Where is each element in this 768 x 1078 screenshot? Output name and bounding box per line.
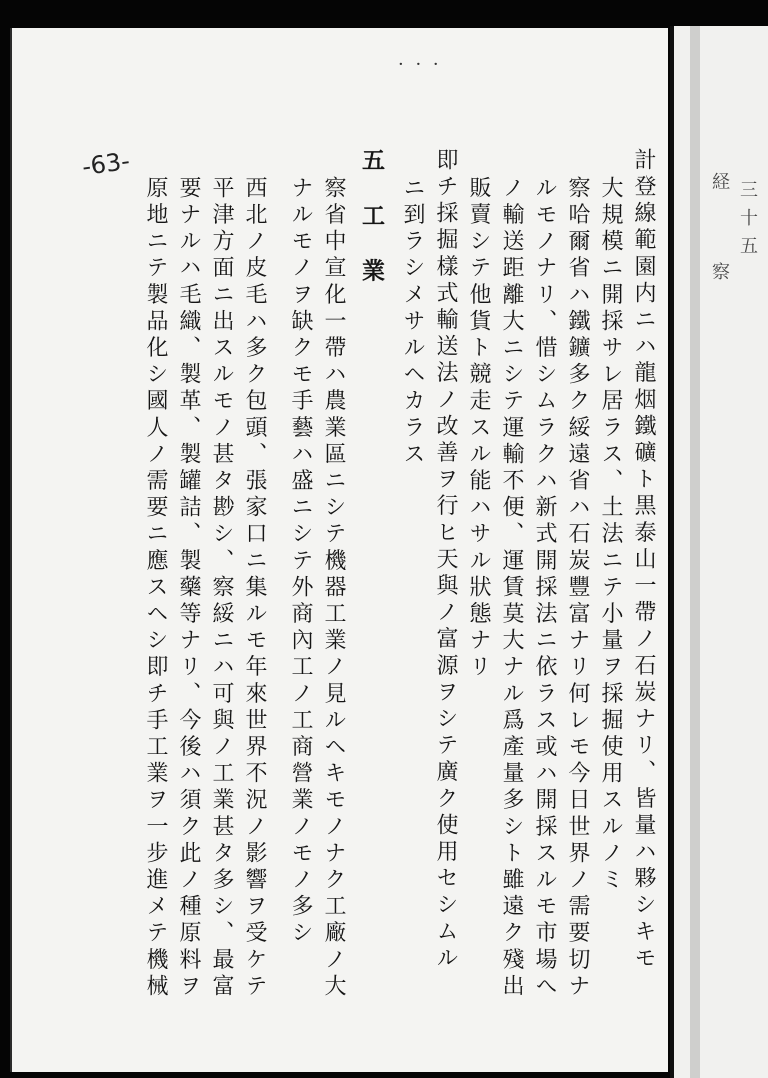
text-column-3: 察哈爾省ハ鐵鑛多ク綏遠省ハ石炭豐富ナリ何レモ今日世界ノ需要切ナ — [565, 176, 590, 1001]
page-number: -63- — [80, 146, 132, 182]
edge-mark-2: 察 — [709, 262, 730, 290]
text-column-6: 販賣シテ他貨ト競走スル能ハサル狀態ナリ — [466, 176, 491, 682]
text-column-14: 要ナルハ毛織、製革、製罐詰、製藥等ナリ、今後ハ須ク此ノ種原料ヲ — [176, 176, 201, 1001]
text-column-15: 原地ニテ製品化シ國人ノ需要ニ應スヘシ即チ手工業ヲ一步進メテ機械 — [143, 176, 168, 1001]
text-column-5: ノ輸送距離大ニシテ運輸不便、運賃莫大ナル爲產量多シト雖遠ク殘出 — [499, 176, 524, 1001]
text-column-1: 計登線範園内ニハ龍烟鐵礦ト黒泰山一帶ノ石炭ナリ、皆量ハ夥シキモ — [631, 148, 656, 973]
page-binding-strip — [690, 26, 700, 1078]
text-column-7: 即チ採掘樣式輸送法ノ改善ヲ行ヒ天與ノ富源ヲシテ廣ク使用セシムル — [433, 148, 458, 973]
text-column-13: 平津方面ニ出スルモノ甚タ尠シ、察綏ニハ可與ノ工業甚タ多シ、最富 — [209, 176, 234, 1001]
edge-mark-1: 三十五 — [737, 180, 758, 264]
text-column-8: ニ到ラシメサルヘカラス — [400, 176, 425, 469]
header-dots: · · · — [398, 54, 442, 75]
text-column-11: ナルモノヲ缺クモ手藝ハ盛ニシテ外商內工ノ工商營業ノモノ多シ — [288, 176, 313, 948]
text-column-2: 大規模ニ開採サレ居ラス、土法ニテ小量ヲ採掘使用スルノミ — [598, 176, 623, 895]
section-heading-industry: 五 工 業 — [358, 148, 385, 286]
edge-mark-3: 経 — [709, 172, 730, 200]
text-column-4: ルモノナリ、惜シムラクハ新式開採法ニ依ラス或ハ開採スルモ市場へ — [532, 176, 557, 1001]
text-column-10: 察省中宣化一帶ハ農業區ニシテ機器工業ノ見ルヘキモノナク工廠ノ大 — [321, 176, 346, 1001]
text-column-12: 西北ノ皮毛ハ多ク包頭、張家口ニ集ルモ年來世界不況ノ影響ヲ受ケテ — [242, 176, 267, 1001]
